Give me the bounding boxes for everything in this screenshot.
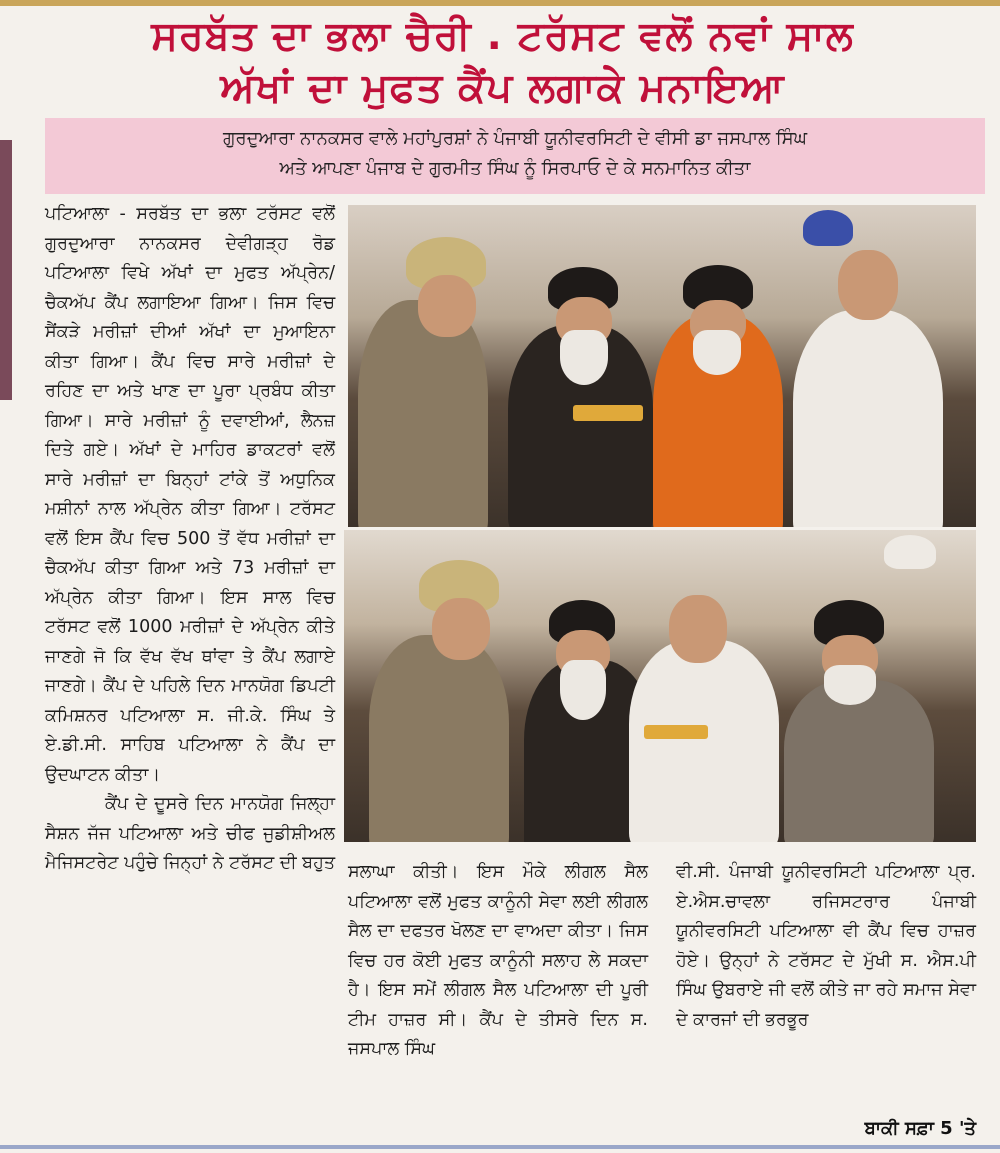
turban	[884, 535, 936, 569]
article-column-3	[676, 858, 976, 1035]
sub-headline-line-1: ਗੁਰਦੁਆਰਾ ਨਾਨਕਸਰ ਵਾਲੇ ਮਹਾਂਪੁਰਸ਼ਾਂ ਨੇ ਪੰਜਾਬੀ ਯੂਨੀਵਰਸਿਟੀ ਦੇ ਵੀਸੀ ਡਾ ਜਸਪਾਲ ਸਿੰਘ	[222, 128, 808, 149]
beard	[560, 330, 608, 385]
person-figure	[629, 640, 779, 842]
event-photo-1	[348, 205, 976, 527]
bottom-rule	[0, 1145, 1000, 1149]
beard	[693, 330, 741, 375]
continued-on-page: ਬਾਕੀ ਸਫ਼ਾ 5 'ਤੇ	[864, 1118, 976, 1139]
face	[432, 598, 490, 660]
face	[838, 250, 898, 320]
article-column-2	[348, 858, 648, 1065]
person-figure	[793, 310, 943, 527]
sub-headline-banner	[45, 118, 985, 194]
gift-box	[644, 725, 708, 739]
person-figure	[369, 635, 509, 842]
headline-line-2: ਅੱਖਾਂ ਦਾ ਮੁਫਤ ਕੈਂਪ ਲਗਾਕੇ ਮਨਾਇਆ	[220, 65, 785, 111]
face	[669, 595, 727, 663]
person-figure	[784, 680, 934, 842]
article-column-1	[45, 200, 335, 879]
adjacent-page-strip	[0, 140, 12, 400]
headline-line-1: ਸਰਬੱਤ ਦਾ ਭਲਾ ਚੈਰੀ . ਟਰੱਸਟ ਵਲੋਂ ਨਵਾਂ ਸਾਲ	[151, 13, 854, 59]
article-paragraph: ਸਲਾਘਾ ਕੀਤੀ। ਇਸ ਮੌਕੇ ਲੀਗਲ ਸੈਲ ਪਟਿਆਲਾ ਵਲੋਂ ਮੁਫਤ ਕਾਨੂੰਨੀ ਸੇਵਾ ਲਈ ਲੀਗਲ ਸੈਲ ਦਾ ਦਫਤਰ ਖੋਲਣ ਦਾ ਵਾਅਦਾ ਕੀਤਾ। ਜਿਸ ਵਿਚ ਹਰ ਕੋਈ ਮੁਫਤ ਕਾਨੂੰਨੀ ਸਲਾਹ ਲੇ ਸਕਦਾ ਹੈ। ਇਸ ਸਮੇਂ ਲੀਗਲ ਸੈਲ ਪਟਿਆਲਾ ਦੀ ਪੂਰੀ ਟੀਮ ਹਾਜ਼ਰ ਸੀ। ਕੈਂਪ ਦੇ ਤੀਸਰੇ ਦਿਨ ਸ. ਜਸਪਾਲ ਸਿੰਘ	[348, 862, 648, 1059]
headline	[20, 10, 985, 114]
article-paragraph: ਕੈਂਪ ਦੇ ਦੂਸਰੇ ਦਿਨ ਮਾਨਯੋਗ ਜਿਲ੍ਹਾ ਸੈਸ਼ਨ ਜੱਜ ਪਟਿਆਲਾ ਅਤੇ ਚੀਫ ਜੁਡੀਸ਼ੀਅਲ ਮੈਜਿਸਟਰੇਟ ਪਹੁੰਚੇ ਜਿਨ੍ਹਾਂ ਨੇ ਟਰੱਸਟ ਦੀ ਬਹੁਤ	[45, 794, 336, 873]
top-rule	[0, 0, 1000, 6]
face	[418, 275, 476, 337]
article-paragraph: ਵੀ.ਸੀ. ਪੰਜਾਬੀ ਯੂਨੀਵਰਸਿਟੀ ਪਟਿਆਲਾ ਪ੍ਰ. ਏ.ਐਸ.ਚਾਵਲਾ ਰਜਿਸਟਰਾਰ ਪੰਜਾਬੀ ਯੂਨੀਵਰਸਿਟੀ ਪਟਿਆਲਾ ਵੀ ਕੈਂਪ ਵਿਚ ਹਾਜ਼ਰ ਹੋਏ। ਉਨ੍ਹਾਂ ਨੇ ਟਰੱਸਟ ਦੇ ਮੁੱਖੀ ਸ. ਐਸ.ਪੀ ਸਿੰਘ ਉਬਰਾਏ ਜੀ ਵਲੋਂ ਕੀਤੇ ਜਾ ਰਹੇ ਸਮਾਜ ਸੇਵਾ ਦੇ ਕਾਰਜਾਂ ਦੀ ਭਰਭੂਰ	[676, 862, 976, 1030]
person-figure	[358, 300, 488, 527]
beard	[824, 665, 876, 705]
event-photo-2	[344, 530, 976, 842]
gift-box	[573, 405, 643, 421]
turban	[803, 210, 853, 246]
sub-headline-line-2: ਅਤੇ ਆਪਣਾ ਪੰਜਾਬ ਦੇ ਗੁਰਮੀਤ ਸਿੰਘ ਨੂੰ ਸਿਰਪਾਓ ਦੇ ਕੇ ਸਨਮਾਨਿਤ ਕੀਤਾ	[279, 158, 751, 179]
article-paragraph: ਪਟਿਆਲਾ - ਸਰਬੱਤ ਦਾ ਭਲਾ ਟਰੱਸਟ ਵਲੋਂ ਗੁਰਦੁਆਰਾ ਨਾਨਕਸਰ ਦੇਵੀਗੜ੍ਹ ਰੋਡ ਪਟਿਆਲਾ ਵਿਖੇ ਅੱਖਾਂ ਦਾ ਮੁਫਤ ਅੱਪ੍ਰੇਨ/ਚੈਕਅੱਪ ਕੈਂਪ ਲਗਾਇਆ ਗਿਆ। ਜਿਸ ਵਿਚ ਸੈਂਕੜੇ ਮਰੀਜ਼ਾਂ ਦੀਆਂ ਅੱਖਾਂ ਦਾ ਮੁਆਇਨਾ ਕੀਤਾ ਗਿਆ। ਕੈਂਪ ਵਿਚ ਸਾਰੇ ਮਰੀਜ਼ਾਂ ਦੇ ਰਹਿਣ ਦਾ ਅਤੇ ਖਾਣ ਦਾ ਪੂਰਾ ਪ੍ਰਬੰਧ ਕੀਤਾ ਗਿਆ। ਸਾਰੇ ਮਰੀਜ਼ਾਂ ਨੂੰ ਦਵਾਈਆਂ, ਲੈਨਜ਼ ਦਿਤੇ ਗਏ। ਅੱਖਾਂ ਦੇ ਮਾਹਿਰ ਡਾਕਟਰਾਂ ਵਲੋਂ ਸਾਰੇ ਮਰੀਜ਼ਾਂ ਦਾ ਬਿਨ੍ਹਾਂ ਟਾਂਕੇ ਤੋਂ ਅਧੁਨਿਕ ਮਸ਼ੀਨਾਂ ਨਾਲ ਅੱਪ੍ਰੇਨ ਕੀਤਾ ਗਿਆ। ਟਰੱਸਟ ਵਲੋਂ ਇਸ ਕੈਂਪ ਵਿਚ 500 ਤੋਂ ਵੱਧ ਮਰੀਜ਼ਾਂ ਦਾ ਚੈਕਅੱਪ ਕੀਤਾ ਗਿਆ ਅਤੇ 73 ਮਰੀਜ਼ਾਂ ਦਾ ਅੱਪ੍ਰੇਨ ਕੀਤਾ ਗਿਆ। ਇਸ ਸਾਲ ਵਿਚ ਟਰੱਸਟ ਵਲੋਂ 1000 ਮਰੀਜ਼ਾਂ ਦੇ ਅੱਪ੍ਰੇਨ ਕੀਤੇ ਜਾਣਗੇ ਜੋ ਕਿ ਵੱਖ ਵੱਖ ਥਾਂਵਾ ਤੇ ਕੈਂਪ ਲਗਾਏ ਜਾਣਗੇ। ਕੈਂਪ ਦੇ ਪਹਿਲੇ ਦਿਨ ਮਾਨਯੋਗ ਡਿਪਟੀ ਕਮਿਸ਼ਨਰ ਪਟਿਆਲਾ ਸ. ਜੀ.ਕੇ. ਸਿੰਘ ਤੇ ਏ.ਡੀ.ਸੀ. ਸਾਹਿਬ ਪਟਿਆਲਾ ਨੇ ਕੈਂਪ ਦਾ ਉਦਘਾਟਨ ਕੀਤਾ।	[45, 204, 335, 785]
beard	[560, 660, 606, 720]
